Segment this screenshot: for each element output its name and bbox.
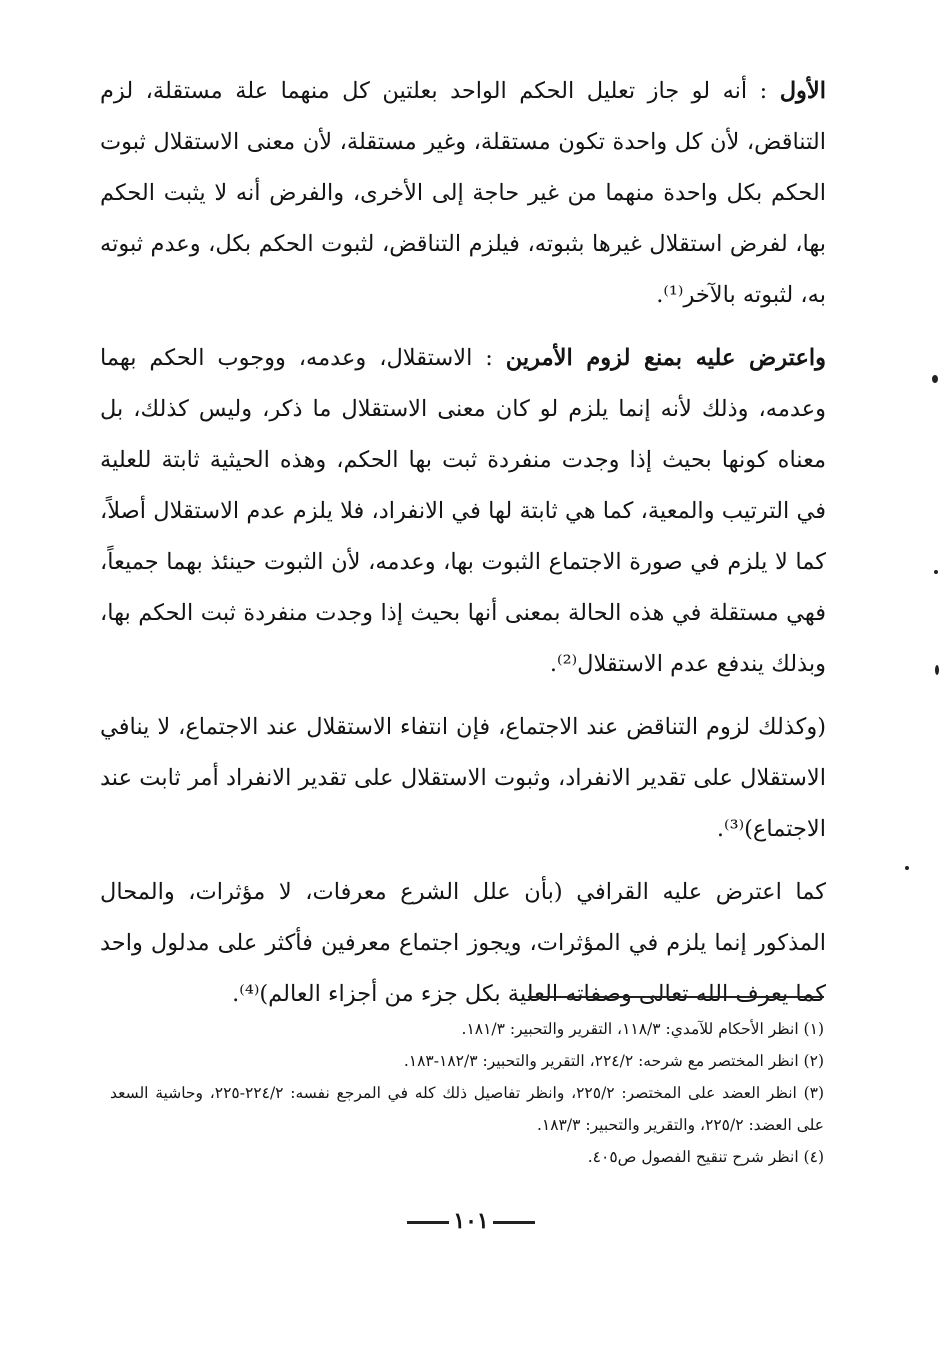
footnote-3: (٣) انظر العضد على المختصر: ٢٢٥/٢، وانظر تفاصيل ذلك كله في المرجع نفسه: ٢٢٤/٢-٢٢٥، وحاشية السعد على العضد: ٢٢٥/٢، والتقرير والتحبير: ١٨٣/٣. xyxy=(110,1084,825,1134)
page-number-dash-right xyxy=(493,1221,535,1224)
footnotes xyxy=(110,1013,824,1173)
paragraph-2 xyxy=(100,333,826,690)
page-number-text: ١٠١ xyxy=(453,1208,489,1234)
footnote-2: (٢) انظر المختصر مع شرحه: ٢٢٤/٢، التقرير والتحبير: ١٨٢/٣-١٨٣. xyxy=(403,1052,824,1070)
page-body xyxy=(100,66,826,1032)
page-number xyxy=(0,1208,942,1234)
paragraph-2-lead: واعترض عليه بمنع لزوم الأمرين xyxy=(505,345,826,371)
scan-speck xyxy=(905,866,909,870)
scan-speck xyxy=(932,375,938,383)
footnote-1: (١) انظر الأحكام للآمدي: ١١٨/٣، التقرير والتحبير: ١٨١/٣. xyxy=(461,1020,824,1038)
paragraph-1-lead: الأول xyxy=(779,78,826,104)
paragraph-3 xyxy=(100,702,826,855)
scan-speck xyxy=(934,570,938,574)
scan-speck xyxy=(935,665,939,675)
page-number-dash-left xyxy=(407,1221,449,1224)
footnote-4: (٤) انظر شرح تنقيح الفصول ص٤٠٥. xyxy=(587,1148,824,1166)
paragraph-2-text: : الاستقلال، وعدمه، ووجوب الحكم بهما وعدمه، وذلك لأنه إنما يلزم لو كان معنى الاستقلال ما ذكر، وليس كذلك، بل معناه كونها بحيث إذا وجدت منفردة ثبت بها الحكم، وهذه الحيثية ثابتة للعلية في الترتيب والمعية، كما هي ثابتة لها في الانفراد، فلا يلزم عدم الاستقلال أصلاً، كما لا يلزم في صورة الاجتماع الثبوت بها، وعدمه، لأن الثبوت حينئذ بهما جميعاً، فهي مستقلة في هذه الحالة بمعنى أنها بحيث إذا وجدت منفردة ثبت الحكم بها، وبذلك يندفع عدم الاستقلال⁽²⁾. xyxy=(100,345,826,677)
paragraph-1-text: : أنه لو جاز تعليل الحكم الواحد بعلتين كل منهما علة مستقلة، لزم التناقض، لأن كل واحدة تكون مستقلة، وغير مستقلة، لأن معنى الاستقلال ثبوت الحكم بكل واحدة منهما من غير حاجة إلى الأخرى، والفرض أنه لا يثبت الحكم بها، لفرض استقلال غيرها بثبوته، فيلزم التناقض، لثبوت الحكم بكل، وعدم ثبوته به، لثبوته بالآخر⁽¹⁾. xyxy=(100,78,826,308)
paragraph-3-text: (وكذلك لزوم التناقض عند الاجتماع، فإن انتفاء الاستقلال عند الاجتماع، لا ينافي الاستقلال على تقدير الانفراد، وثبوت الاستقلال على تقدير الانفراد أمر ثابت عند الاجتماع)⁽³⁾. xyxy=(100,714,826,842)
paragraph-4-text: كما اعترض عليه القرافي (بأن علل الشرع معرفات، لا مؤثرات، والمحال المذكور إنما يلزم في المؤثرات، ويجوز اجتماع معرفين فأكثر على مدلول واحد كما يعرف الله تعالى وصفاته العلية بكل جزء من أجزاء العالم)⁽⁴⁾. xyxy=(100,879,826,1007)
footnote-separator xyxy=(528,996,824,998)
paragraph-1 xyxy=(100,66,826,321)
